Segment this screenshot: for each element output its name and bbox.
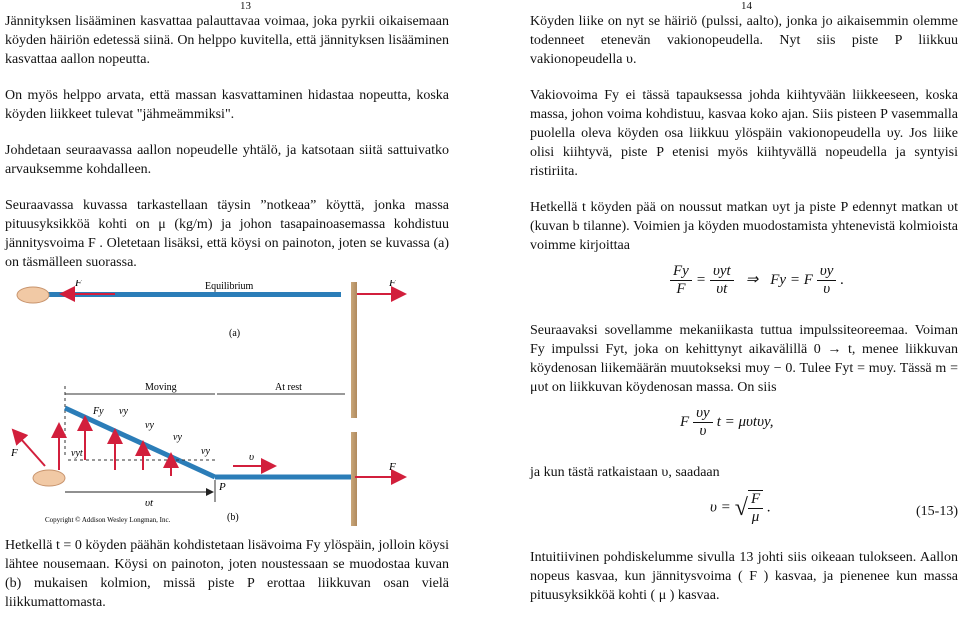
label-v: υ [249, 451, 255, 463]
wall-post [351, 282, 357, 418]
label-vy: vy [119, 406, 128, 417]
label-vt: υt [145, 497, 154, 509]
rope-slanted [65, 408, 215, 477]
paragraph: Hetkellä t köyden pää on noussut matkan υyt ja piste P edennyt matkan υt (kuvan b tilanne). Voimien ja köyden muodostamista yhtenevistä kolmioista voimme kirjoittaa [530, 200, 958, 253]
equation-impulse: F $\frac{\upsilon y}{\upsilon}$ t = μυtυy, [680, 405, 774, 439]
label-b: (b) [227, 512, 239, 523]
page-number-right: 14 [741, 0, 752, 12]
rope-diagram [5, 280, 445, 526]
paragraph: Seuraavassa kuvassa tarkastellaan täysin ”notkeaa” köyttä, jonka massa pituusyksikköä kohti on μ (kg/m) ja johon tasapainoasemassa kohdistuu jännitysvoima F . Oletetaan lisäksi, että köysi on painoton, joten se kuvassa (a) on täsmälleen suorassa. [5, 198, 449, 270]
paragraph: Seuraavaksi sovellamme mekaniikasta tuttua impulssiteoreemaa. Voiman Fy impulssi Fyt, joka on kehittynyt aikavälillä 0 → t, menee liikkuvan köydenosan liikemäärän muutokseksi mυy − 0. Tulee Fyt = mυy. Tässä m = μυt on liikkuvan köydenosan massa. On siis [530, 323, 958, 395]
copyright: Copyright © Addison Wesley Longman, Inc. [45, 516, 171, 524]
label-F-right-b: F [389, 461, 396, 473]
force-arrow-F [13, 430, 45, 466]
equation-wave-speed: υ = √ $\frac{F}{\mu}$ . (15-13) [710, 491, 958, 525]
page-number-left: 13 [240, 0, 251, 12]
hand-icon [17, 287, 49, 303]
label-F-b: F [11, 447, 18, 459]
paragraph: Köyden liike on nyt se häiriö (pulssi, aalto), jonka jo aikaisemmin olemme todenneet etenevän vakionopeudella. Nyt siis piste P liikkuu vakionopeudella υ. [530, 14, 958, 67]
label-F-right: F [389, 280, 396, 289]
hand-icon [33, 470, 65, 486]
paragraph: Vakiovoima Fy ei tässä tapauksessa johda kiihtyvään liikkeeseen, koska massa, johon voima kohdistuu, kasvaa koko ajan. Siis pisteen P vasemmalla puolella oleva köyden osa liikkuu ylöspäin vakionopeudella υy. Jos liike olisi kiihtyvä, piste P etenisi myös kiihtyvällä nopeudella ja syntyisi ristiriita. [530, 88, 958, 179]
paragraph: On myös helppo arvata, että massan kasvattaminen hidastaa nopeutta, koska köyden liikkeet tulevat "jähmeämmiksi". [5, 88, 449, 122]
rope-figure [5, 280, 445, 526]
paragraph: Jännityksen lisääminen kasvattaa palauttavaa voimaa, joka pyrkii oikaisemaan köyden häiriön edetessä siinä. On helppo kuvitella, että jännityksen lisääminen kasvattaa aallon nopeutta. [5, 14, 449, 67]
label-at-rest: At rest [275, 382, 302, 393]
paragraph: Intuitiivinen pohdiskelumme sivulla 13 johti siis oikeaan tulokseen. Aallon nopeus kasvaa, kun jännitysvoima ( F ) kasvaa, ja pienenee kun massa pituusyksikköä kohti ( μ ) kasvaa. [530, 550, 958, 603]
paragraph: Hetkellä t = 0 köyden päähän kohdistetaan lisävoima Fy ylöspäin, jolloin köysi lähtee nousemaan. Köysi on painoton, joten noustessaan se muodostaa kuvan (b) mukaisen kolmion, missä piste P erottaa liikkuvan osan vielä liikkumattomasta. [5, 538, 449, 610]
label-equilibrium: Equilibrium [205, 281, 254, 292]
label-F-left: F [75, 280, 82, 289]
label-vy: vy [145, 420, 154, 431]
label-vy: vy [173, 432, 182, 443]
wall-post-b [351, 432, 357, 526]
left-page [5, 12, 449, 620]
right-page [530, 12, 958, 613]
paragraph: ja kun tästä ratkaistaan υ, saadaan [530, 465, 720, 480]
label-vy: vy [201, 446, 210, 457]
equation-similar-triangles: $\frac{Fy}{F}$ = $\frac{\text{υyt}}{\upsilon t}$ ⇒ Fy = F $\frac{\upsilon y}{\upsilon}$ . [530, 263, 958, 311]
label-a: (a) [229, 328, 241, 339]
label-P: P [219, 481, 226, 493]
paragraph: Johdetaan seuraavassa aallon nopeudelle yhtälö, ja katsotaan siitä sattuivatko arvauksemme kohdalleen. [5, 143, 449, 177]
label-vyt: vyt [71, 448, 83, 459]
label-Fy: Fy [93, 406, 104, 417]
equation-number: (15-13) [916, 504, 958, 519]
label-moving: Moving [145, 382, 177, 393]
